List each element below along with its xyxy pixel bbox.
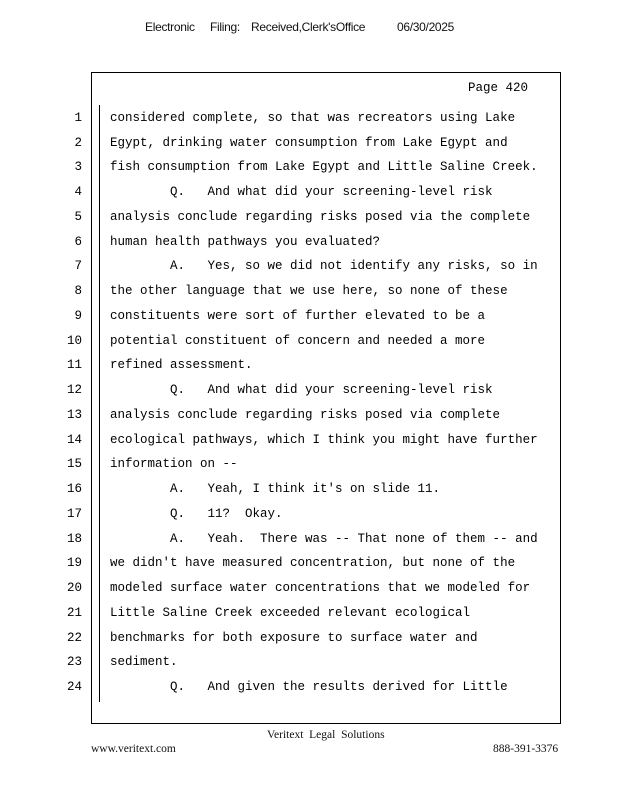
transcript-line: analysis conclude regarding risks posed via complete [110, 407, 501, 422]
transcript-line: Q. 11? Okay. [110, 506, 283, 521]
header-filing: Filing: [210, 20, 240, 34]
line-number: 19 [66, 556, 82, 571]
page-number: Page 420 [468, 81, 529, 95]
line-number: 9 [74, 308, 82, 323]
line-number: 6 [74, 234, 82, 249]
header-electronic: Electronic [145, 20, 195, 34]
footer-phone: 888-391-3376 [493, 743, 559, 755]
line-number: 8 [74, 284, 82, 299]
line-number: 14 [66, 432, 82, 447]
header-date: 06/30/2025 [397, 20, 455, 34]
line-number: 16 [66, 482, 82, 497]
transcript-line: Egypt, drinking water consumption from Lake Egypt and [110, 135, 508, 150]
transcript-line: modeled surface water concentrations that we modeled for [110, 581, 531, 596]
line-number: 20 [66, 581, 82, 596]
transcript-line: Q. And given the results derived for Little [110, 680, 508, 695]
transcript-line: constituents were sort of further elevated to be a [110, 308, 486, 323]
header-received: Received,Clerk'sOffice [251, 20, 366, 34]
transcript-line: Q. And what did your screening-level risk [110, 383, 493, 398]
line-number: 22 [66, 630, 82, 645]
transcript-line: considered complete, so that was recreators using Lake [110, 111, 516, 125]
transcript-line: the other language that we use here, so none of these [110, 284, 508, 299]
line-number: 15 [66, 457, 82, 472]
margin-rule [99, 105, 100, 702]
line-number: 5 [74, 209, 82, 224]
footer-company: Veritext Legal Solutions [267, 729, 385, 741]
line-number: 21 [66, 605, 82, 620]
line-number: 13 [66, 407, 82, 422]
transcript-line: fish consumption from Lake Egypt and Little Saline Creek. [110, 160, 538, 175]
line-number: 23 [66, 655, 82, 670]
transcript-line: human health pathways you evaluated? [110, 234, 381, 249]
line-number: 12 [66, 383, 82, 398]
transcript-line: we didn't have measured concentration, but none of the [110, 556, 516, 571]
transcript-line: Q. And what did your screening-level risk [110, 185, 493, 200]
transcript-line: sediment. [110, 655, 178, 670]
line-number: 17 [66, 506, 82, 521]
transcript-line: information on -- [110, 457, 238, 472]
transcript-line: refined assessment. [110, 358, 253, 373]
line-number: 10 [66, 333, 82, 348]
line-number: 24 [66, 680, 82, 695]
transcript-line: ecological pathways, which I think you might have further [110, 432, 538, 447]
line-number: 4 [74, 185, 82, 200]
transcript-line: analysis conclude regarding risks posed via the complete [110, 209, 531, 224]
line-number: 1 [74, 111, 82, 125]
line-number: 11 [66, 358, 82, 373]
transcript-line: potential constituent of concern and needed a more [110, 333, 486, 348]
transcript-line: Little Saline Creek exceeded relevant ecological [110, 605, 471, 620]
line-number: 18 [66, 531, 82, 546]
transcript-line: A. Yes, so we did not identify any risks, so in [110, 259, 538, 274]
transcript-line: benchmarks for both exposure to surface water and [110, 630, 478, 645]
footer-website: www.veritext.com [91, 743, 176, 755]
line-number: 3 [74, 160, 82, 175]
transcript-line: A. Yeah, I think it's on slide 11. [110, 482, 441, 497]
line-number: 7 [74, 259, 82, 274]
transcript-line: A. Yeah. There was -- That none of them -- and [110, 531, 538, 546]
line-number: 2 [74, 135, 82, 150]
